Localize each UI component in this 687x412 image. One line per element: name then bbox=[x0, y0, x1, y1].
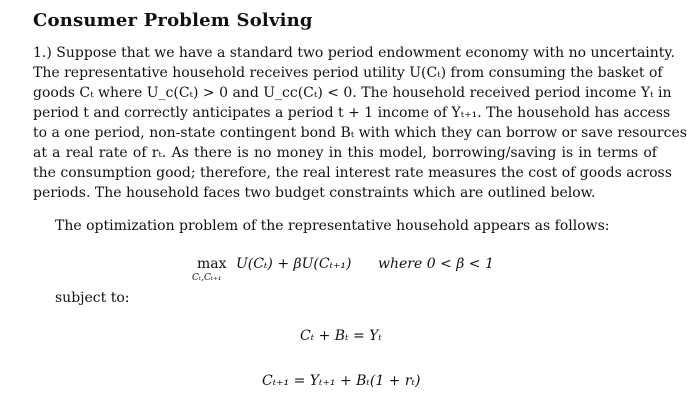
paragraph-line: The representative household receives period utility U(Cₜ) from consuming the basket of bbox=[33, 65, 663, 81]
paragraph-line: goods Cₜ where U_c(Cₜ) > 0 and U_cc(Cₜ) < 0. The household received period income Yₜ in bbox=[33, 85, 672, 101]
paragraph-line: the consumption good; therefore, the real interest rate measures the cost of goods across bbox=[33, 165, 672, 181]
paragraph-line: to a one period, non-state contingent bond Bₜ with which they can borrow or save resources bbox=[33, 125, 687, 141]
max-operator: max bbox=[197, 256, 227, 272]
problem-paragraph bbox=[33, 43, 687, 203]
paragraph-line: periods. The household faces two budget constraints which are outlined below. bbox=[33, 185, 596, 201]
subject-to-label: subject to: bbox=[55, 290, 130, 306]
paragraph-line: 1.) Suppose that we have a standard two period endowment economy with no uncertainty. bbox=[33, 45, 675, 61]
objective-expression: U(Cₜ) + βU(Cₜ₊₁) bbox=[236, 256, 352, 272]
page-title: Consumer Problem Solving bbox=[33, 10, 313, 31]
optimization-intro: The optimization problem of the representative household appears as follows: bbox=[55, 218, 610, 234]
max-subscript: Cₜ,Cₜ₊₁ bbox=[192, 273, 222, 283]
budget-constraint-2: Cₜ₊₁ = Yₜ₊₁ + Bₜ(1 + rₜ) bbox=[262, 373, 421, 389]
budget-constraint-1: Cₜ + Bₜ = Yₜ bbox=[300, 328, 382, 344]
beta-condition: where 0 < β < 1 bbox=[378, 256, 494, 272]
paragraph-line: at a real rate of rₜ. As there is no money in this model, borrowing/saving is in terms of bbox=[33, 145, 657, 161]
paragraph-line: period t and correctly anticipates a period t + 1 income of Yₜ₊₁. The household has access bbox=[33, 105, 671, 121]
